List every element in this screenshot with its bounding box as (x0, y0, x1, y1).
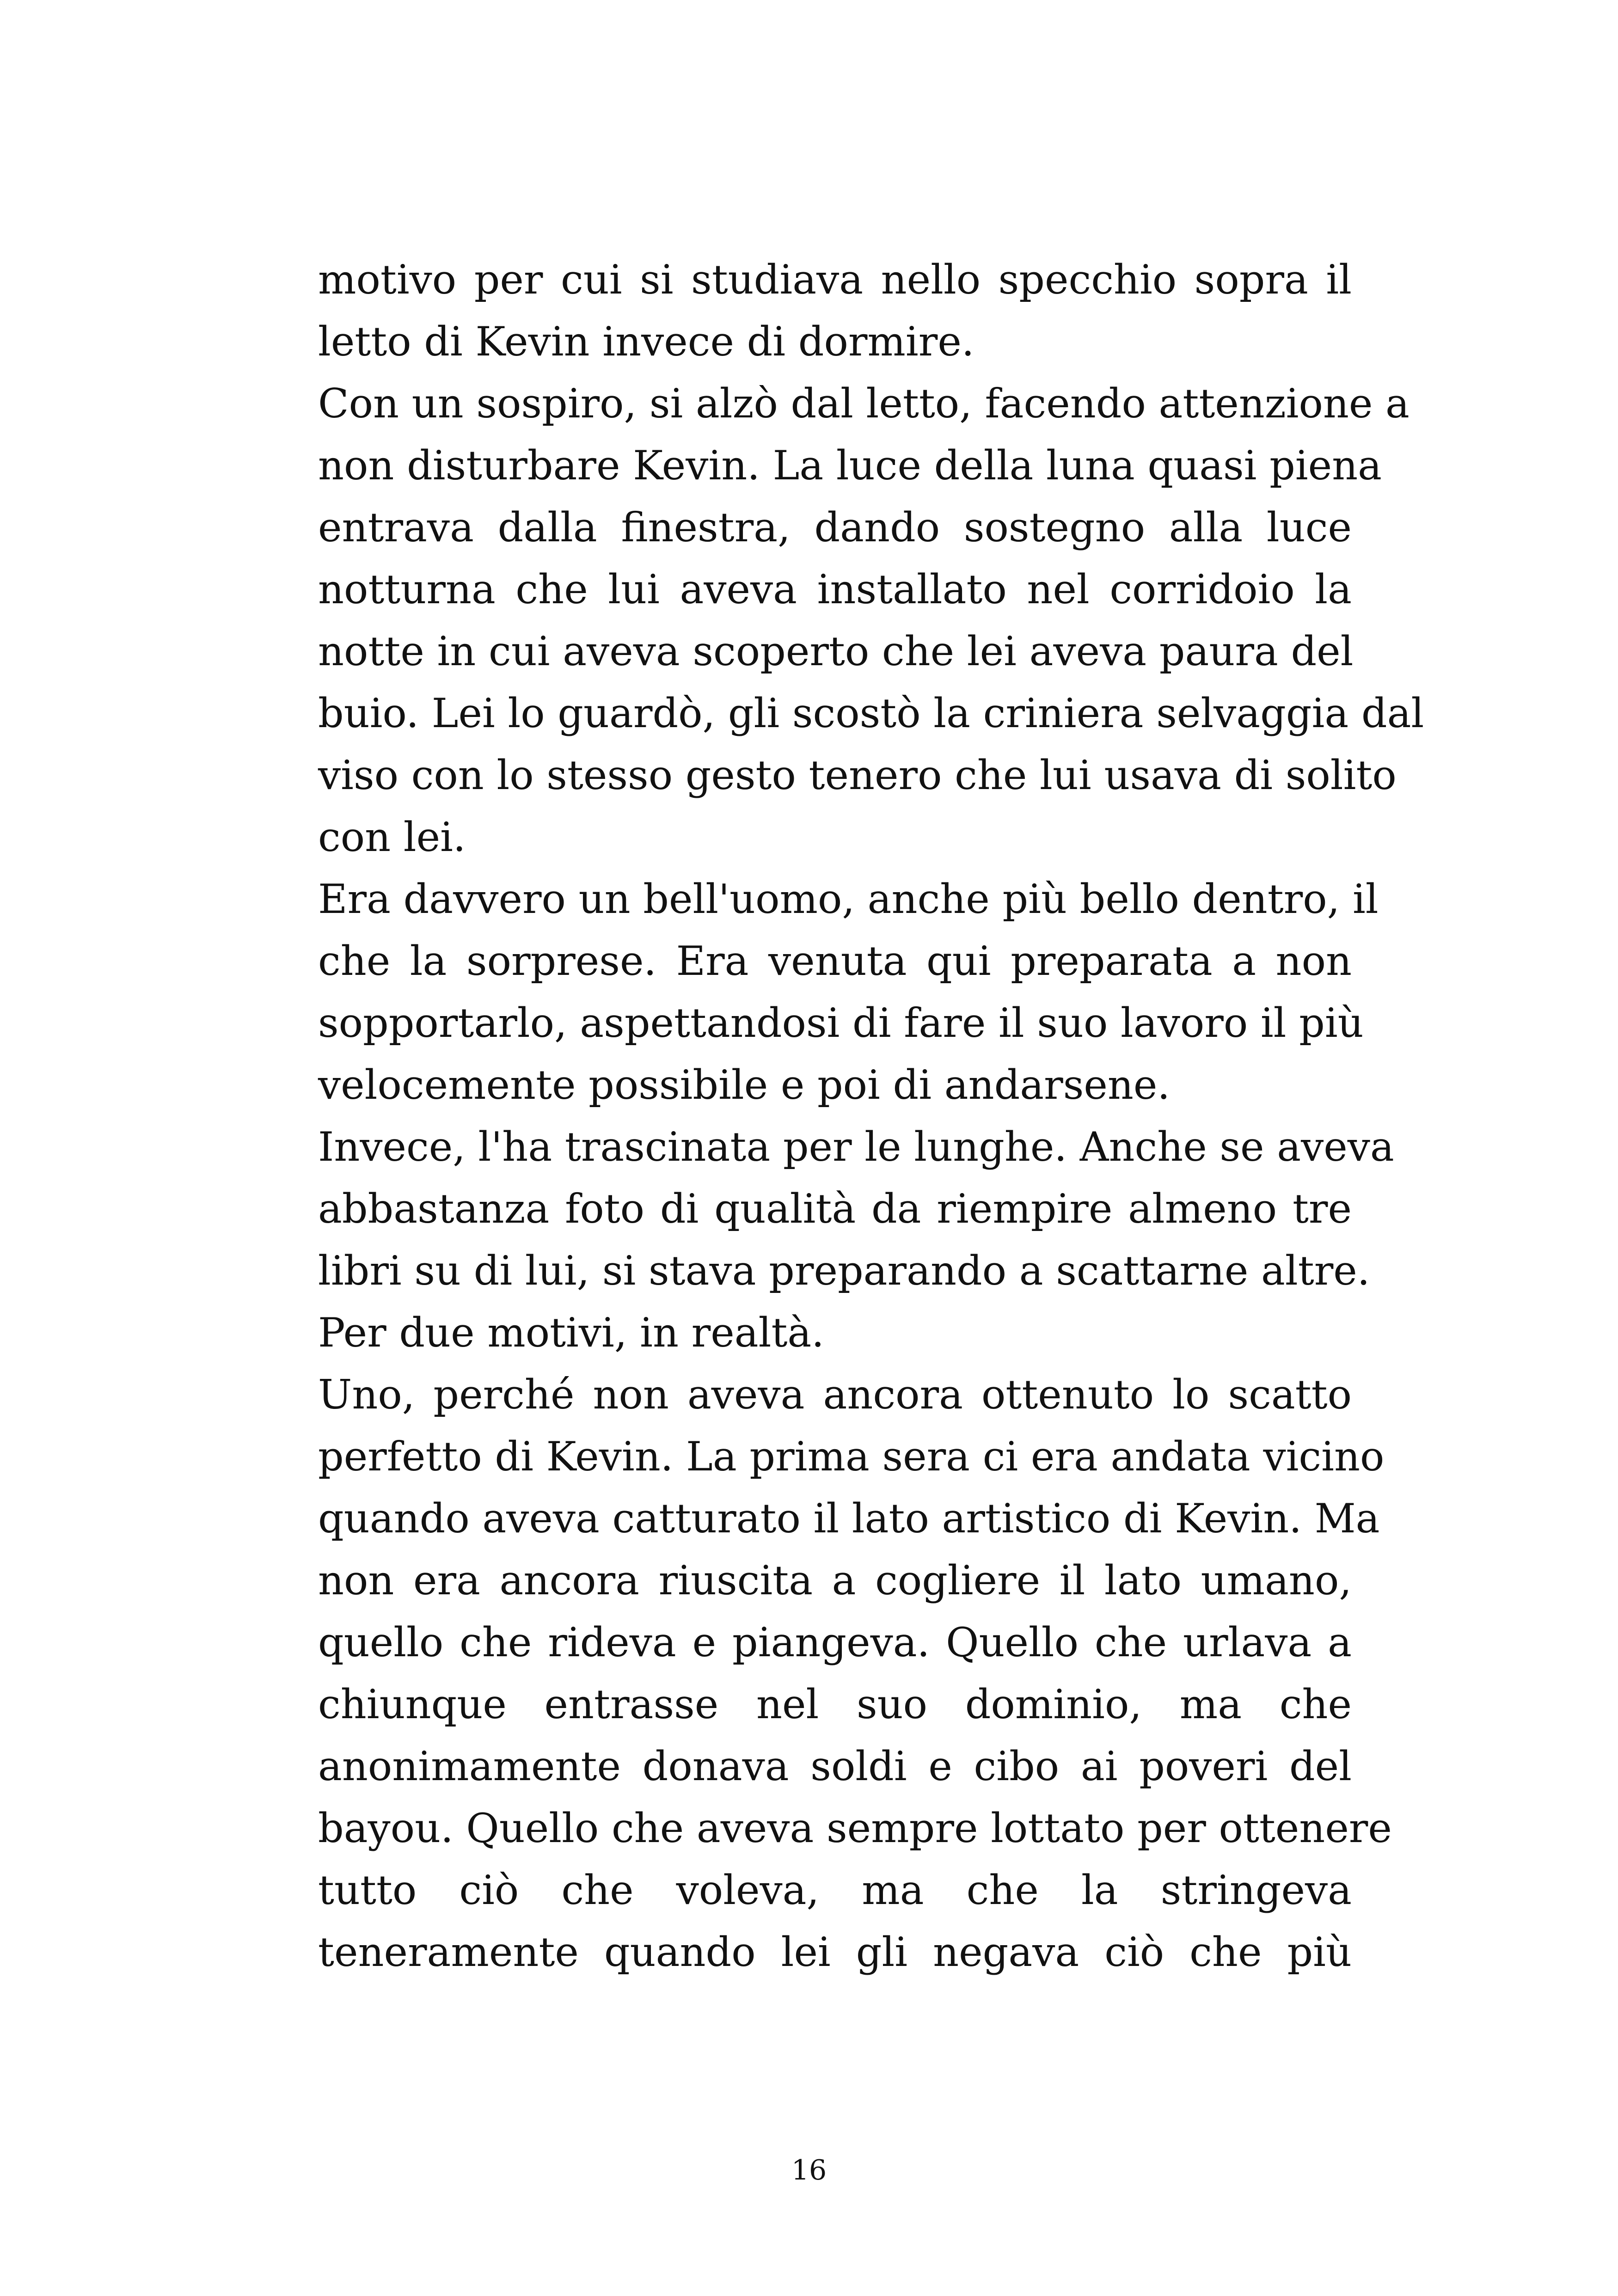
text-line: non era ancora riuscita a cogliere il lato umano, (318, 1557, 1352, 1604)
text-line: perfetto di Kevin. La prima sera ci era andata vicino (318, 1433, 1385, 1480)
text-line: Con un sospiro, si alzò dal letto, facendo attenzione a (318, 380, 1410, 427)
text-line: Uno, perché non aveva ancora ottenuto lo scatto (318, 1371, 1352, 1418)
body-text (318, 249, 1424, 1983)
text-line: libri su di lui, si stava preparando a scattarne altre. (318, 1247, 1370, 1294)
text-line: Invece, l'ha trascinata per le lunghe. Anche se aveva (318, 1123, 1394, 1170)
text-line: quello che rideva e piangeva. Quello che urlava a (318, 1619, 1352, 1666)
text-line: quando aveva catturato il lato artistico di Kevin. Ma (318, 1495, 1380, 1542)
text-line: viso con lo stesso gesto tenero che lui usava di solito (318, 752, 1397, 799)
text-line: Per due motivi, in realtà. (318, 1309, 824, 1356)
text-line: velocemente possibile e poi di andarsene. (318, 1061, 1171, 1108)
text-line: non disturbare Kevin. La luce della luna quasi piena (318, 442, 1382, 489)
text-line: che la sorprese. Era venuta qui preparata a non (318, 937, 1352, 985)
text-line: motivo per cui si studiava nello specchio sopra il (318, 256, 1352, 303)
text-line: buio. Lei lo guardò, gli scostò la criniera selvaggia dal (318, 690, 1424, 737)
text-line: notturna che lui aveva installato nel corridoio la (318, 566, 1352, 613)
text-line: chiunque entrasse nel suo dominio, ma che (318, 1681, 1352, 1728)
text-line: tutto ciò che voleva, ma che la stringeva (318, 1867, 1352, 1914)
text-line: anonimamente donava soldi e cibo ai poveri del (318, 1743, 1352, 1790)
text-line: Era davvero un bell'uomo, anche più bello dentro, il (318, 876, 1379, 923)
page-number: 16 (791, 2154, 827, 2186)
text-line: notte in cui aveva scoperto che lei aveva paura del (318, 628, 1354, 675)
text-line: sopportarlo, aspettandosi di fare il suo lavoro il più (318, 999, 1364, 1047)
text-line: teneramente quando lei gli negava ciò che più (318, 1929, 1352, 1976)
text-line: bayou. Quello che aveva sempre lottato per ottenere (318, 1805, 1392, 1852)
text-line: con lei. (318, 814, 466, 861)
text-line: abbastanza foto di qualità da riempire almeno tre (318, 1185, 1352, 1232)
text-line: letto di Kevin invece di dormire. (318, 318, 974, 365)
text-line: entrava dalla finestra, dando sostegno alla luce (318, 504, 1352, 551)
